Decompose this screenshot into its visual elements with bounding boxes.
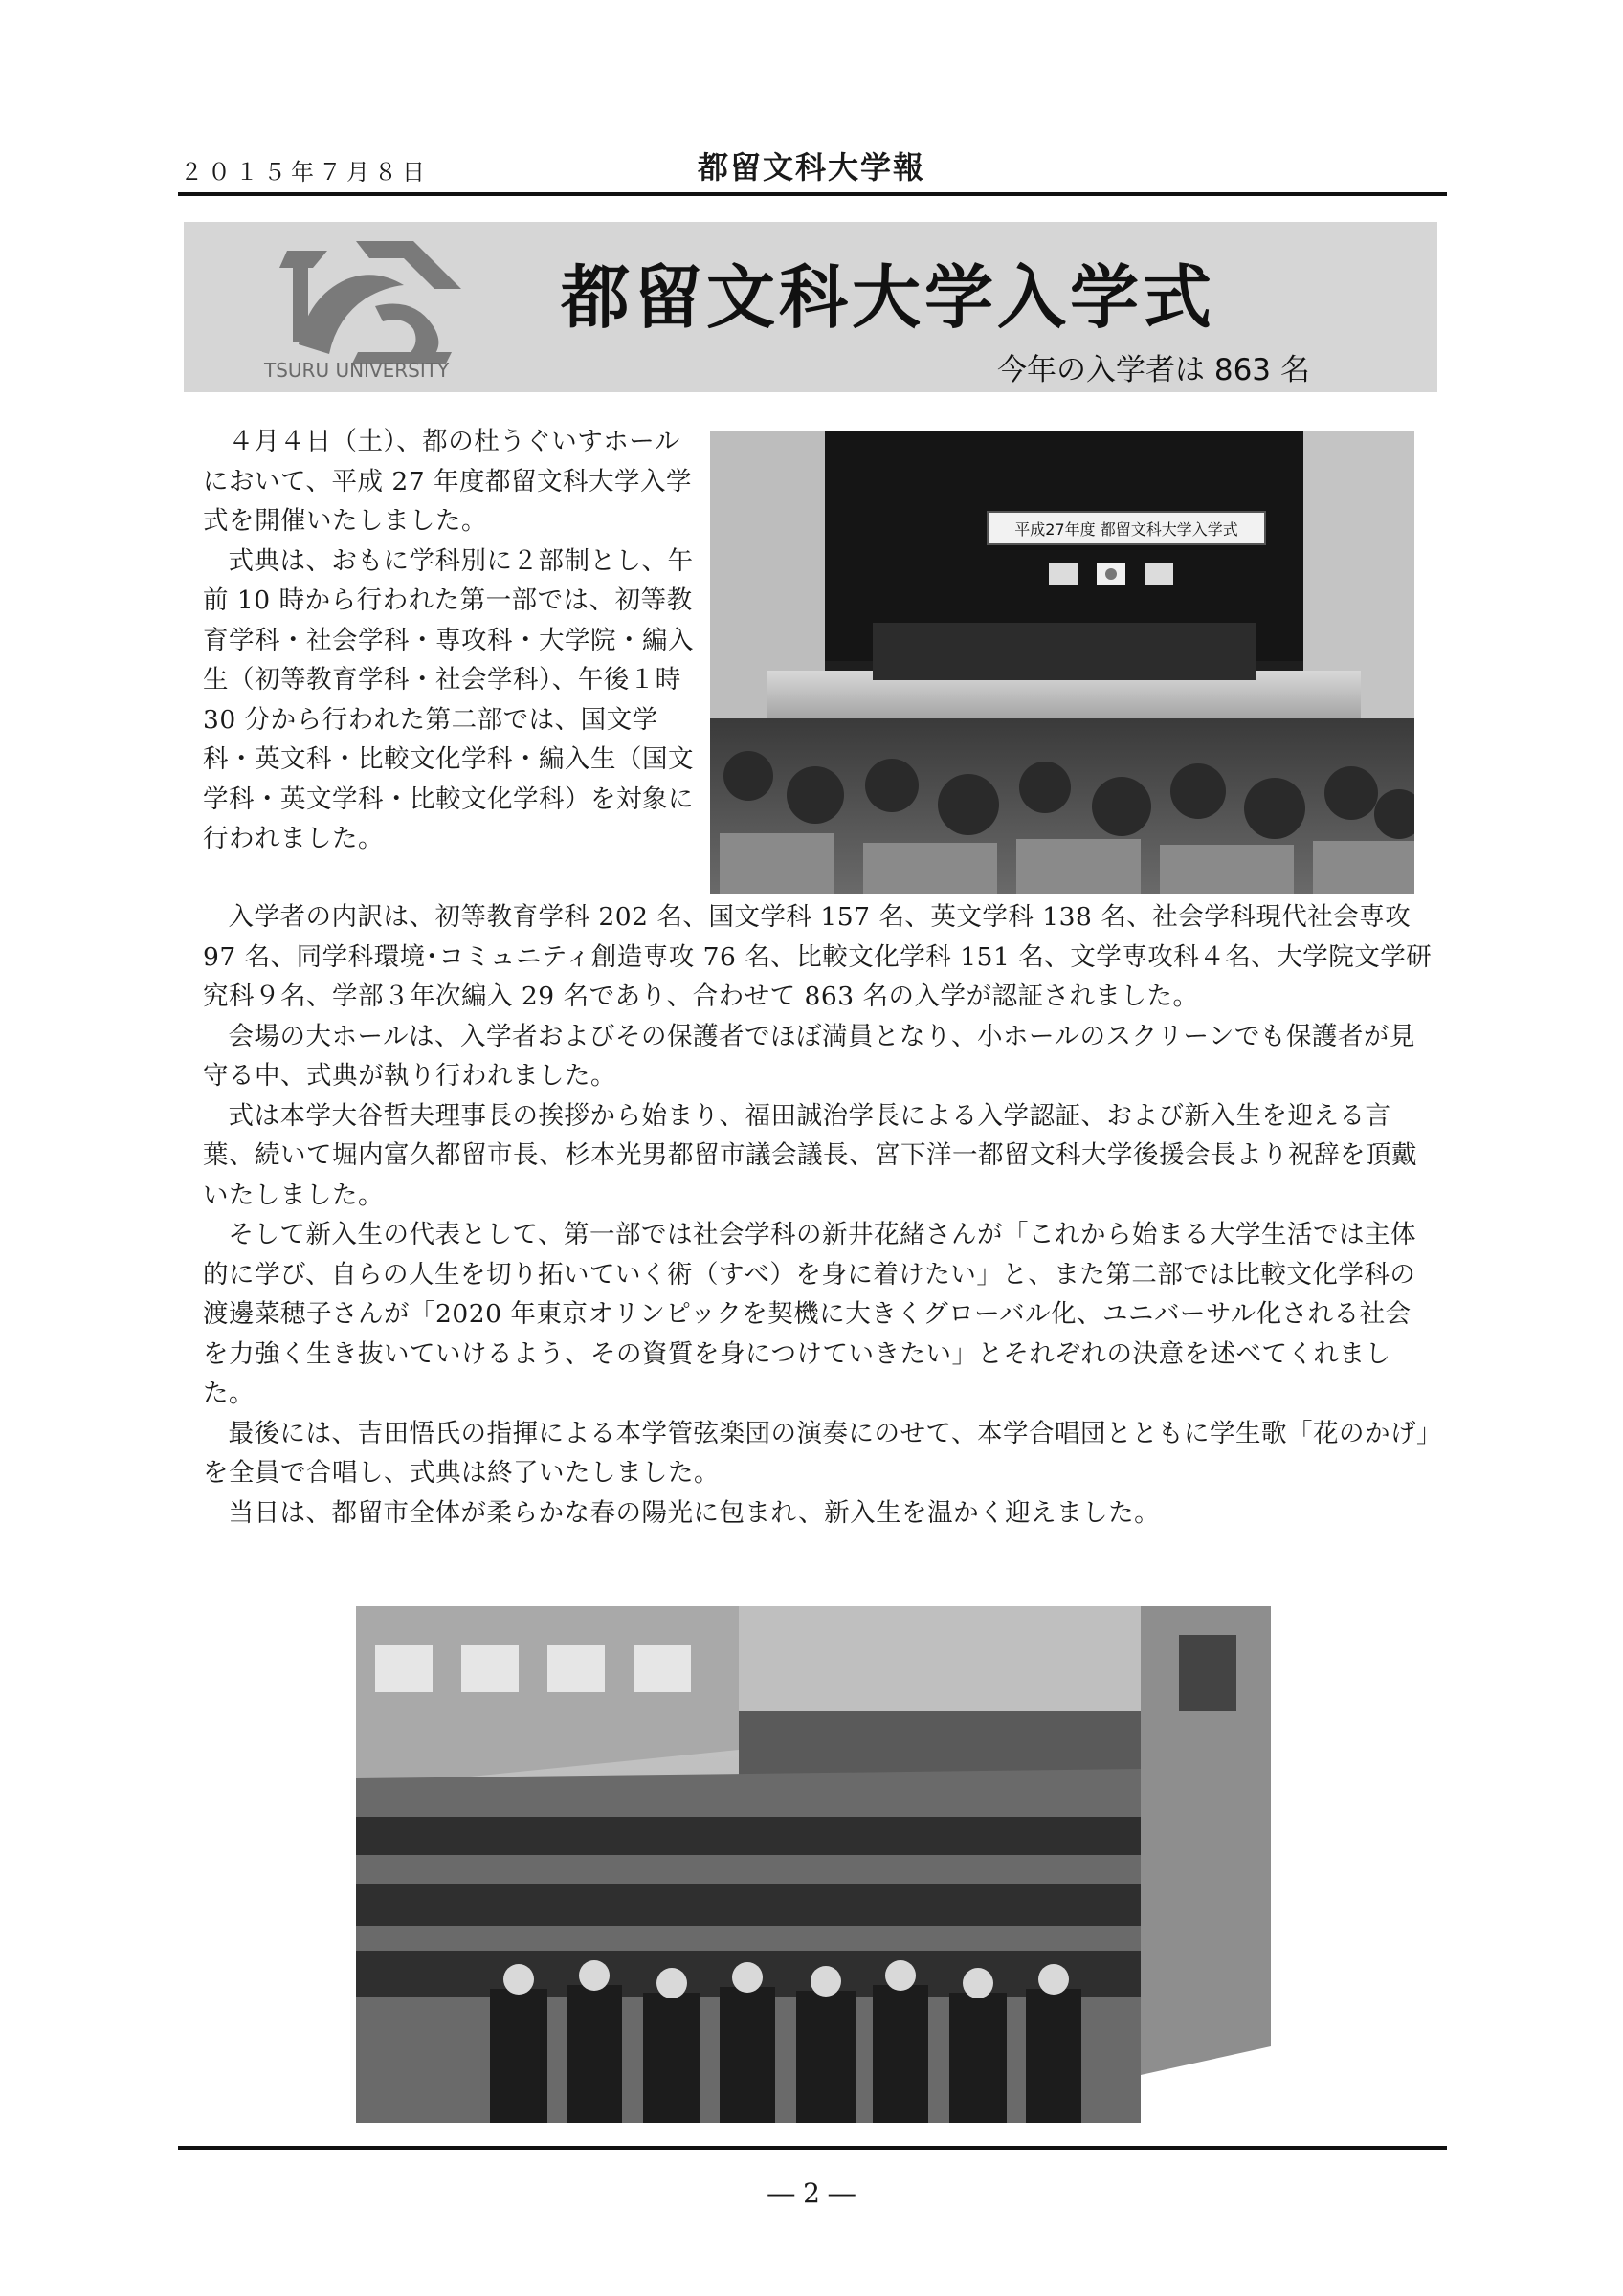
page-number: ― 2 ― (767, 2177, 856, 2209)
body-paragraph: 入学者の内訳は、初等教育学科 202 名、国文学科 157 名、英文学科 138 名、社会学科現代社会専攻 97 名、同学科環境･コミュニティ創造専攻 76 名、比較文化学科 151 名、文学専攻科４名、大学院文学研究科９名、学部３年次編入 29 名であり、合わせて 863 名の入学が認証されました。 (203, 902, 1433, 1011)
issue-date: ２０１５年７月８日 (180, 159, 430, 186)
lead-paragraph: ４月４日（土）、都の杜うぐいすホールにおいて、平成 27 年度都留文科大学入学式を開催いたしました。 (203, 427, 693, 536)
audience-hall-photo (356, 1606, 1271, 2123)
lead-text-column (203, 422, 700, 859)
article-title: 都留文科大学入学式 (561, 256, 1216, 338)
body-paragraph: 式は本学大谷哲夫理事長の挨拶から始まり、福田誠治学長による入学認証、および新入生を迎える言葉、続いて堀内富久都留市長、杉本光男都留市議会議長、宮下洋一都留文科大学後援会長より祝辞を頂戴いたしました。 (203, 1100, 1417, 1210)
body-paragraph: 最後には、吉田悟氏の指揮による本学管弦楽団の演奏にのせて、本学合唱団とともに学生歌「花のかげ」を全員で合唱し、式典は終了いたしました。 (203, 1418, 1430, 1488)
body-paragraph: そして新入生の代表として、第一部では社会学科の新井花緒さんが「これから始まる大学生活では主体的に学び、自らの人生を切り拓いていく術（すべ）を身に着けたい」と、また第二部では比較文化学科の渡邊菜穂子さんが「2020 年東京オリンピックを契機に大きくグローバル化、ユニバーサル化される社会を力強く生き抜いていけるよう、その資質を身につけていきたい」とそれぞれの決意を述べてくれました。 (203, 1220, 1416, 1408)
ceremony-stage-photo (710, 431, 1414, 894)
article-subtitle: 今年の入学者は 863 名 (997, 353, 1310, 387)
body-text (203, 897, 1434, 1533)
footer-rule (178, 2146, 1447, 2150)
header-rule (178, 192, 1447, 196)
logo-wordmark: TSURU UNIVERSITY (264, 359, 450, 382)
body-paragraph: 当日は、都留市全体が柔らかな春の陽光に包まれ、新入生を温かく迎えました。 (228, 1497, 1161, 1528)
lead-paragraph: 式典は、おもに学科別に２部制とし、午前 10 時から行われた第一部では、初等教育学科・社会学科・専攻科・大学院・編入生（初等教育学科・社会学科）、午後１時 30 分から行われた第二部では、国文学科・英文科・比較文化学科・編入生（国文学科・英文学科・比較文化学科）を対象に行われました。 (203, 545, 694, 853)
publication-title: 都留文科大学報 (697, 149, 925, 186)
body-paragraph: 会場の大ホールは、入学者およびその保護者でほぼ満員となり、小ホールのスクリーンでも保護者が見守る中、式典が執り行われました。 (203, 1021, 1415, 1091)
stage-banner-text: 平成27年度 都留文科大学入学式 (1014, 520, 1238, 539)
